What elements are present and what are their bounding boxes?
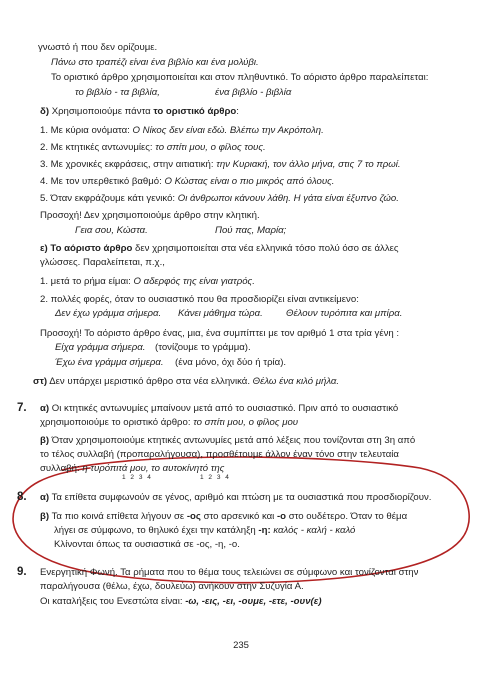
example-line: Πού πας, Μαρία;	[215, 225, 287, 236]
text-line: λήγει σε σύμφωνο, το θηλυκό έχει την κατάληξη -η: καλός - καλή - καλό	[54, 525, 356, 536]
note-line: Προσοχή! Δεν χρησιμοποιούμε άρθρο στην κλητική.	[40, 210, 260, 221]
text-line: Ενεργητική Φωνή. Τα ρήματα που το θέμα τους τελειώνει σε σύμφωνο και τονίζονται στην	[40, 567, 419, 578]
text-line: Το οριστικό άρθρο χρησιμοποιείται και στον πληθυντικό. Το αόριστο άρθρο παραλείπεται:	[51, 72, 429, 83]
example-line: Κάνει μάθημα τώρα.	[178, 308, 263, 319]
page-number: 235	[233, 640, 249, 651]
text-line: α) Οι κτητικές αντωνυμίες μπαίνουν μετά από το ουσιαστικό. Πριν από το ουσιαστικό	[40, 403, 399, 414]
example-line: Πάνω στο τραπέζι είναι ένα βιβλίο και ένα μολύβι.	[51, 57, 259, 68]
text-line: γλώσσες. Παραλείπεται, π.χ.,	[40, 257, 165, 268]
text-line: Οι καταλήξεις του Ενεστώτα είναι: -ω, -εις, -ει, -ουμε, -ετε, -ουν(ε)	[40, 596, 322, 607]
example-line: Γεια σου, Κώστα.	[75, 225, 148, 236]
list-item: 1. μετά το ρήμα είμαι: Ο αδερφός της είναι γιατρός.	[40, 276, 255, 287]
syllable-numbers: 1 2 3 4	[200, 474, 231, 481]
text-line: α) Τα επίθετα συμφωνούν σε γένος, αριθμό και πτώση με τα ουσιαστικά που προσδιορίζουν.	[40, 492, 432, 503]
item-number-7: 7.	[17, 402, 27, 414]
section-st: στ) Δεν υπάρχει μεριστικό άρθρο στα νέα ελληνικά. Θέλω ένα κιλό μήλα.	[33, 376, 340, 387]
example-line: (τονίζουμε το γράμμα).	[155, 342, 251, 353]
item-number-8: 8.	[17, 491, 27, 503]
text-line: Κλίνονται όπως τα ουσιαστικά σε -ος, -η, -ο.	[54, 539, 240, 550]
note-line: Προσοχή! Το αόριστο άρθρο ένας, μια, ένα συμπίπτει με τον αριθμό 1 στα τρία γένη :	[40, 328, 400, 339]
text-line: συλλαβή: η τυρόπιτά μου, το αυτοκίνητό της	[40, 463, 225, 474]
item-number-9: 9.	[17, 566, 27, 578]
example-line: Δεν έχω γράμμα σήμερα.	[55, 308, 162, 319]
list-item: 4. Με τον υπερθετικό βαθμό: Ο Κώστας είναι ο πιο μικρός από όλους.	[40, 176, 335, 187]
list-item: 5. Όταν εκφράζουμε κάτι γενικό: Οι άνθρωποι κάνουν λάθη. Η γάτα είναι έξυπνο ζώο.	[40, 193, 399, 204]
section-d-heading: δ) Χρησιμοποιούμε πάντα το οριστικό άρθρο:	[40, 106, 239, 117]
example-line: Θέλουν τυρόπιτα και μπίρα.	[286, 308, 403, 319]
text-line: το τέλος συλλαβή (προπαραλήγουσα), προσθέτουμε άλλον έναν τόνο στην τελευταία	[40, 449, 399, 460]
text-line: γνωστό ή που δεν ορίζουμε.	[38, 42, 158, 53]
list-item: 3. Με χρονικές εκφράσεις, στην αιτιατική: την Κυριακή, τον άλλο μήνα, στις 7 το πρωί.	[40, 159, 401, 170]
list-item: 2. Με κτητικές αντωνυμίες: το σπίτι μου, ο φίλος τους.	[40, 142, 266, 153]
example-line: (ένα μόνο, όχι δύο ή τρία).	[175, 357, 287, 368]
text-line: χρησιμοποιούμε το οριστικό άρθρο: το σπίτι μου, ο φίλος μου	[40, 417, 299, 428]
text-line: β) Όταν χρησιμοποιούμε κτητικές αντωνυμίες μετά από λέξεις που τονίζονται στη 3η από	[40, 435, 416, 446]
syllable-numbers: 1 2 3 4	[122, 474, 153, 481]
example-line: Είχα γράμμα σήμερα.	[55, 342, 146, 353]
section-e-heading: ε) Το αόριστο άρθρο δεν χρησιμοποιείται στα νέα ελληνικά τόσο πολύ όσο σε άλλες	[40, 243, 399, 254]
text-line: β) Τα πιο κοινά επίθετα λήγουν σε -ος στο αρσενικό και -ο στο ουδέτερο. Όταν το θέμα	[40, 511, 408, 522]
example-line: Έχω ένα γράμμα σήμερα.	[55, 357, 164, 368]
text-line: παραλήγουσα (θέλω, έχω, δουλεύω) ανήκουν στην Συζυγία Α.	[40, 581, 304, 592]
list-item: 1. Με κύρια ονόματα: Ο Νίκος δεν είναι εδώ. Βλέπω την Ακρόπολη.	[40, 125, 324, 136]
example-line: το βιβλίο - τα βιβλία,	[75, 87, 160, 98]
list-item: 2. πολλές φορές, όταν το ουσιαστικό που θα προσδιορίζει είναι αντικείμενο:	[40, 294, 359, 305]
example-line: ένα βιβλίο - βιβλία	[215, 87, 292, 98]
